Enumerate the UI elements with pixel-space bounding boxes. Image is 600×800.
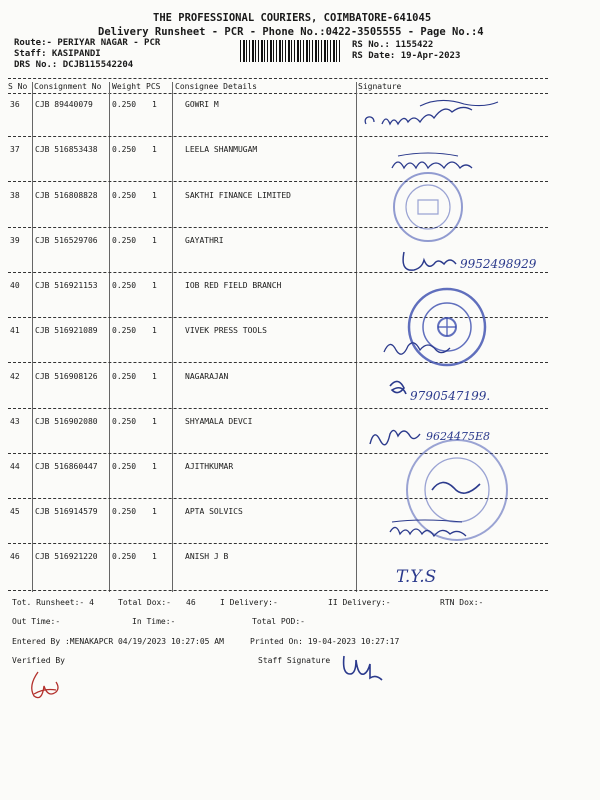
row-sno: 38 (10, 191, 20, 200)
row-consignment: CJB 516860447 (35, 462, 98, 471)
signature-42 (384, 372, 534, 408)
barcode (240, 40, 342, 62)
row-rule (8, 136, 548, 137)
row-weight: 0.250 (112, 236, 137, 245)
rs-number: RS No.: 1155422 (352, 40, 434, 50)
row-sno: 43 (10, 417, 20, 426)
col-sno: S No (8, 82, 28, 91)
row-consignment: CJB 516914579 (35, 507, 98, 516)
entered-by: Entered By :MENAKAPCR 04/19/2023 10:27:05 AM (12, 637, 224, 646)
table-row (0, 281, 600, 295)
col-weight: Weight (112, 82, 141, 91)
row-pcs: 1 (152, 191, 157, 200)
row-weight: 0.250 (112, 417, 137, 426)
signature-45 (386, 516, 486, 544)
row-consignment: CJB 516921089 (35, 326, 98, 335)
row-pcs: 1 (152, 281, 157, 290)
verified-by: Verified By (12, 656, 65, 665)
row-consignee: IOB RED FIELD BRANCH (185, 281, 282, 290)
row-weight: 0.250 (112, 462, 137, 471)
rtn-dox: RTN Dox:- (440, 598, 484, 607)
col-pcs: PCS (146, 82, 161, 91)
verifier-signature (26, 664, 66, 704)
row-sno: 42 (10, 372, 20, 381)
row-pcs: 1 (152, 417, 157, 426)
row-consignment: CJB 516529706 (35, 236, 98, 245)
document-title: THE PROFESSIONAL COURIERS, COIMBATORE-641045 (153, 12, 432, 24)
total-dox-label: Total Dox:- (118, 598, 171, 607)
row-pcs: 1 (152, 100, 157, 109)
signature-39 (398, 238, 558, 280)
row-pcs: 1 (152, 326, 157, 335)
col-consignee: Consignee Details (175, 82, 257, 91)
row-consignee: GOWRI M (185, 100, 219, 109)
row-consignee: SAKTHI FINANCE LIMITED (185, 191, 291, 200)
col-signature: Signature (358, 82, 402, 91)
handwritten-initials: T.Y.S (396, 567, 437, 587)
staff-signature-label: Staff Signature (258, 656, 331, 665)
signature-41 (380, 332, 460, 362)
row-sno: 39 (10, 236, 20, 245)
row-consignment: CJB 516902080 (35, 417, 98, 426)
header-top-rule (8, 78, 548, 79)
row-rule (8, 590, 548, 591)
row-consignee: VIVEK PRESS TOOLS (185, 326, 267, 335)
tot-runsheet: Tot. Runsheet:- 4 (12, 598, 94, 607)
col-consignment: Consignment No (34, 82, 102, 91)
row-weight: 0.250 (112, 191, 137, 200)
row-consignee: LEELA SHANMUGAM (185, 145, 258, 154)
row-consignment: CJB 516921220 (35, 552, 98, 561)
row-pcs: 1 (152, 236, 157, 245)
row-pcs: 1 (152, 507, 157, 516)
row-weight: 0.250 (112, 326, 137, 335)
document-subtitle: Delivery Runsheet - PCR - Phone No.:0422-3505555 - Page No.:4 (98, 26, 484, 38)
row-sno: 41 (10, 326, 20, 335)
i-delivery: I Delivery:- (220, 598, 278, 607)
row-rule (8, 408, 548, 409)
in-time: In Time:- (132, 617, 176, 626)
total-dox-value: 46 (186, 598, 196, 607)
handwritten-phone: 9790547199. (410, 389, 491, 403)
row-consignment: CJB 516921153 (35, 281, 98, 290)
row-weight: 0.250 (112, 507, 137, 516)
table-row (0, 145, 600, 159)
table-row (0, 326, 600, 340)
row-consignment: CJB 516908126 (35, 372, 98, 381)
row-consignment: CJB 89440079 (35, 100, 93, 109)
row-pcs: 1 (152, 372, 157, 381)
row-weight: 0.250 (112, 145, 137, 154)
row-weight: 0.250 (112, 281, 137, 290)
row-consignment: CJB 516853438 (35, 145, 98, 154)
signature-36 (360, 96, 510, 136)
stamp-sakthi-finance (388, 168, 468, 246)
staff-signature (338, 650, 388, 684)
row-sno: 37 (10, 145, 20, 154)
row-weight: 0.250 (112, 552, 137, 561)
table-row (0, 552, 600, 566)
staff-label: Staff: KASIPANDI (14, 49, 101, 59)
row-sno: 46 (10, 552, 20, 561)
row-consignment: CJB 516808828 (35, 191, 98, 200)
row-pcs: 1 (152, 145, 157, 154)
row-weight: 0.250 (112, 372, 137, 381)
signature-46 (392, 558, 482, 590)
row-sno: 44 (10, 462, 20, 471)
drs-number: DRS No.: DCJB115542204 (14, 60, 134, 70)
row-sno: 36 (10, 100, 20, 109)
rs-date: RS Date: 19-Apr-2023 (352, 51, 461, 61)
row-consignee: SHYAMALA DEVCI (185, 417, 253, 426)
row-weight: 0.250 (112, 100, 137, 109)
row-consignee: GAYATHRI (185, 236, 224, 245)
row-consignee: AJITHKUMAR (185, 462, 234, 471)
row-consignee: NAGARAJAN (185, 372, 229, 381)
printed-on: Printed On: 19-04-2023 10:27:17 (250, 637, 400, 646)
table-row (0, 191, 600, 205)
row-pcs: 1 (152, 552, 157, 561)
row-sno: 40 (10, 281, 20, 290)
row-consignee: APTA SOLVICS (185, 507, 243, 516)
table-row (0, 100, 600, 114)
ii-delivery: II Delivery:- (328, 598, 391, 607)
row-consignee: ANISH J B (185, 552, 229, 561)
total-pod: Total POD:- (252, 617, 305, 626)
row-pcs: 1 (152, 462, 157, 471)
handwritten-phone: 9952498929 (460, 257, 537, 271)
row-sno: 45 (10, 507, 20, 516)
handwritten-phone: 9624475E8 (426, 430, 491, 443)
out-time: Out Time:- (12, 617, 61, 626)
route-label: Route:- PERIYAR NAGAR - PCR (14, 38, 161, 48)
header-bottom-rule (8, 93, 548, 94)
